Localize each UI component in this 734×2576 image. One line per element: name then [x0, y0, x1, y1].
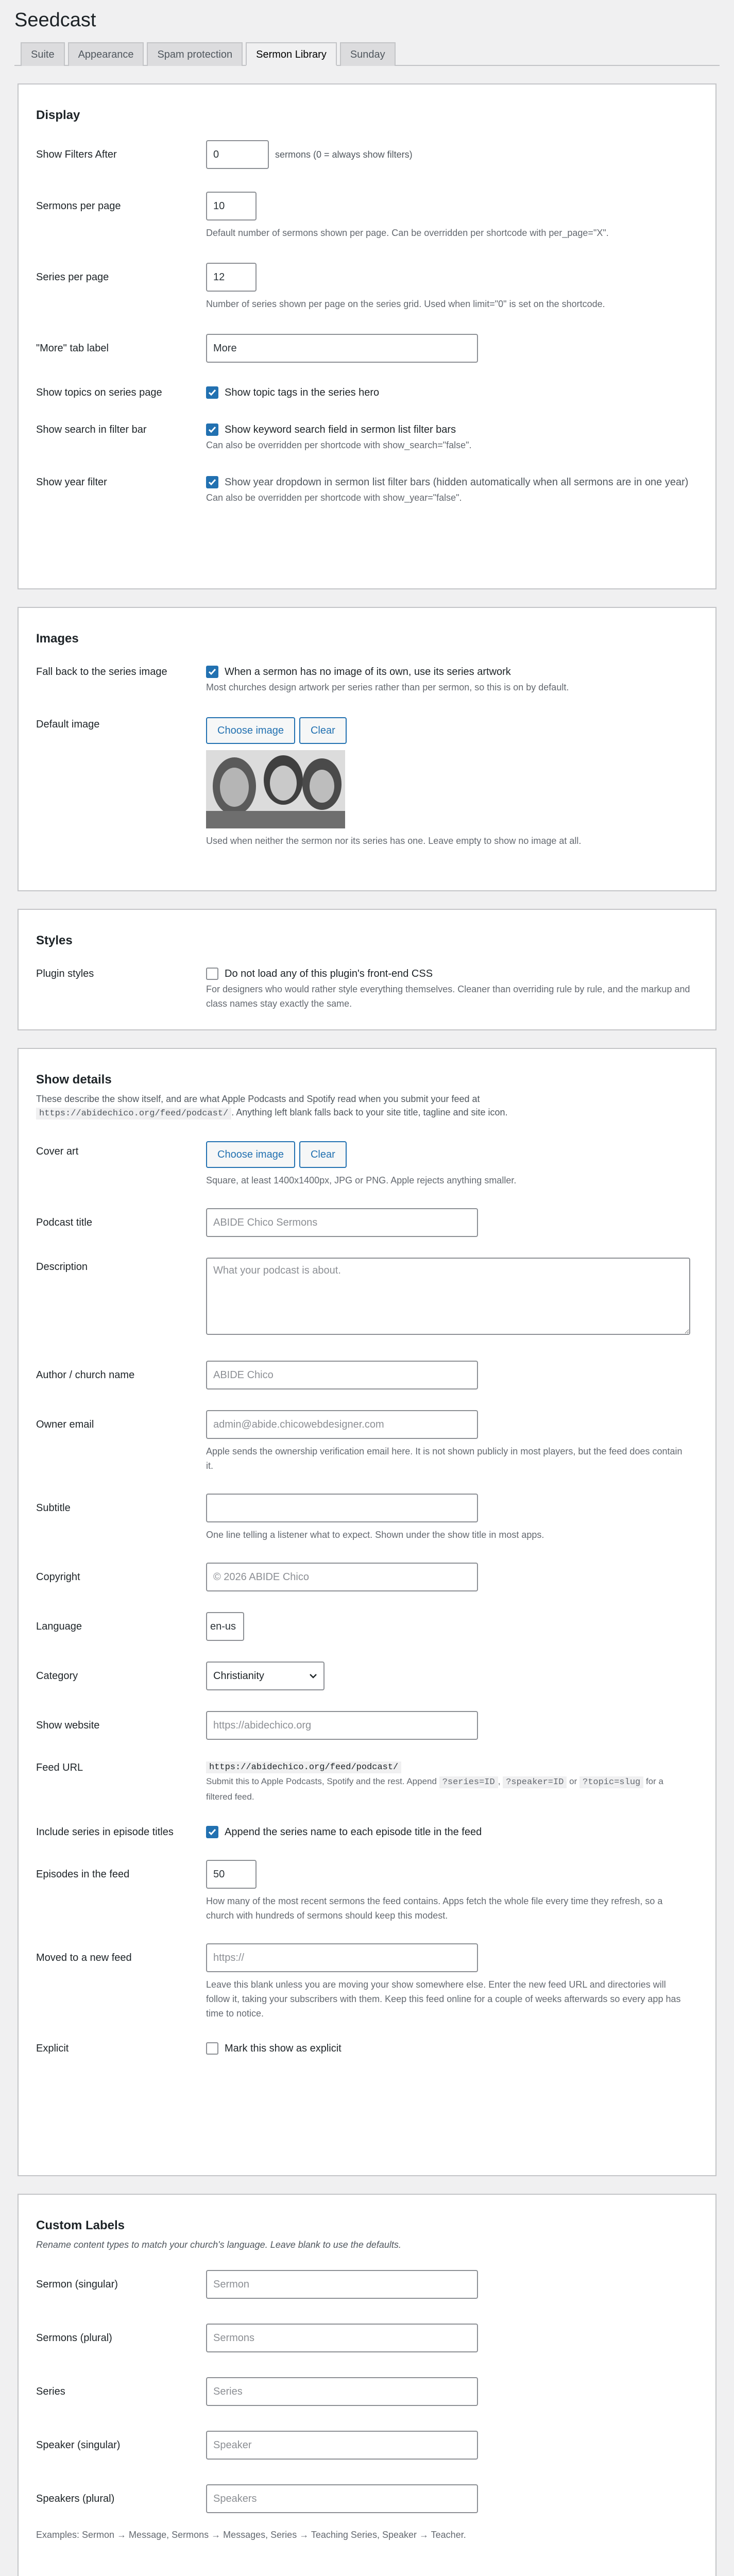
feed-url-topic-param: ?topic=slug [579, 1776, 643, 1788]
category-select[interactable] [206, 1662, 325, 1690]
label-speaker-singular-label: Speaker (singular) [36, 2439, 121, 2451]
fallback-row [36, 665, 698, 694]
show-year-checkbox[interactable] [206, 476, 218, 488]
show-topics-checkbox[interactable] [206, 386, 218, 399]
moved-row [36, 1943, 698, 2021]
website-label: Show website [36, 1720, 100, 1731]
include-series-option[interactable] [206, 1825, 698, 1839]
explicit-option[interactable] [206, 2041, 698, 2056]
default-image-label: Default image [36, 719, 100, 730]
podcast-title-input[interactable] [206, 1208, 478, 1237]
copyright-label: Copyright [36, 1571, 80, 1583]
feed-url-series-param: ?series=ID [439, 1776, 498, 1788]
show-filters-after-row [36, 140, 698, 169]
show-details-heading: Show details [36, 1073, 112, 1087]
show-details-desc-text: These describe the show itself, and are what Apple Podcasts and Spotify read when you submit your feed at [36, 1094, 480, 1104]
sermons-per-page-label: Sermons per page [36, 200, 121, 212]
show-search-desc: Can also be overridden per shortcode with show_search="false". [206, 440, 472, 450]
tab-suite[interactable]: Suite [21, 42, 65, 66]
sermons-per-page-row [36, 192, 698, 240]
chevron-down-icon [309, 1673, 317, 1679]
show-topics-row [36, 385, 698, 400]
more-tab-label: "More" tab label [36, 343, 109, 354]
podcast-title-label: Podcast title [36, 1217, 92, 1228]
label-sermon-singular-label: Sermon (singular) [36, 2279, 118, 2290]
explicit-label: Explicit [36, 2043, 69, 2054]
show-filters-after-label: Show Filters After [36, 149, 117, 160]
sermons-per-page-input[interactable] [206, 192, 257, 221]
display-section [18, 83, 716, 589]
show-details-desc [36, 1092, 698, 1121]
show-year-label: Show year filter [36, 477, 107, 488]
description-textarea[interactable] [206, 1258, 690, 1335]
tab-appearance[interactable]: Appearance [68, 42, 144, 66]
plugin-styles-checkbox[interactable] [206, 968, 218, 980]
label-speakers-plural-label: Speakers (plural) [36, 2493, 115, 2504]
label-sermon-singular-row [36, 2270, 698, 2299]
cover-art-label: Cover art [36, 1146, 79, 1157]
owner-email-input[interactable] [206, 1410, 478, 1439]
clear-cover-art-button[interactable]: Clear [299, 1141, 347, 1168]
episodes-desc: How many of the most recent sermons the feed contains. Apps fetch the whole file every time they refresh, so a church with hundreds of sermons should keep this modest. [206, 1896, 663, 1921]
custom-labels-desc: Rename content types to match your church's language. Leave blank to use the defaults. [36, 2240, 401, 2250]
copyright-row [36, 1563, 698, 1591]
website-input[interactable] [206, 1711, 478, 1740]
clear-default-image-button[interactable]: Clear [299, 717, 347, 744]
show-topics-text: Show topic tags in the series hero [225, 387, 380, 398]
label-speakers-plural-input[interactable] [206, 2484, 478, 2513]
cover-art-row [36, 1141, 698, 1188]
episodes-input[interactable] [206, 1860, 257, 1889]
more-tab-input[interactable] [206, 334, 478, 363]
series-per-page-row [36, 263, 698, 311]
label-sermons-plural-row [36, 2324, 698, 2352]
label-sermons-plural-input[interactable] [206, 2324, 478, 2352]
language-row [36, 1612, 698, 1641]
label-speaker-singular-row [36, 2431, 698, 2460]
show-filters-after-input[interactable] [206, 140, 269, 169]
description-row [36, 1258, 698, 1338]
plugin-styles-option[interactable] [206, 967, 698, 981]
website-row [36, 1711, 698, 1740]
feed-url-label: Feed URL [36, 1762, 83, 1773]
fallback-checkbox[interactable] [206, 666, 218, 678]
owner-email-label: Owner email [36, 1419, 94, 1430]
label-speaker-singular-input[interactable] [206, 2431, 478, 2460]
custom-labels-examples: Examples: Sermon → Message, Sermons → Messages, Series → Teaching Series, Speaker → Teacher. [36, 2530, 466, 2540]
default-image-desc: Used when neither the sermon nor its series has one. Leave empty to show no image at all. [206, 836, 582, 846]
images-section [18, 607, 716, 891]
explicit-row [36, 2041, 698, 2056]
choose-cover-art-button[interactable]: Choose image [206, 1141, 295, 1168]
feed-url-speaker-param: ?speaker=ID [503, 1776, 567, 1788]
fallback-option[interactable] [206, 665, 698, 679]
copyright-input[interactable] [206, 1563, 478, 1591]
author-row [36, 1361, 698, 1389]
styles-heading: Styles [36, 934, 73, 947]
show-filters-after-note: sermons (0 = always show filters) [275, 149, 413, 160]
tab-sermon-library[interactable]: Sermon Library [246, 42, 337, 66]
default-image-row [36, 717, 698, 848]
settings-tabs [14, 42, 720, 66]
series-per-page-input[interactable] [206, 263, 257, 292]
show-details-feed-code: https://abidechico.org/feed/podcast/ [36, 1108, 231, 1120]
label-sermon-singular-input[interactable] [206, 2270, 478, 2299]
episodes-label: Episodes in the feed [36, 1869, 130, 1880]
show-topics-option[interactable] [206, 385, 698, 400]
series-per-page-label: Series per page [36, 272, 109, 283]
fallback-label: Fall back to the series image [36, 666, 167, 677]
feed-url-or: or [569, 1776, 577, 1786]
category-select-value: Christianity [213, 1670, 264, 1682]
fallback-text: When a sermon has no image of its own, use its series artwork [225, 666, 511, 677]
fallback-desc: Most churches design artwork per series rather than per sermon, so this is on by default. [206, 682, 569, 692]
author-input[interactable] [206, 1361, 478, 1389]
label-speakers-plural-row [36, 2484, 698, 2513]
feed-url-row [36, 1760, 698, 1804]
show-year-row [36, 475, 698, 505]
subtitle-input[interactable] [206, 1494, 478, 1522]
plugin-styles-row [36, 967, 698, 1011]
subtitle-label: Subtitle [36, 1502, 71, 1514]
show-search-text: Show keyword search field in sermon list filter bars [225, 424, 456, 435]
podcast-title-row [36, 1208, 698, 1237]
include-series-text: Append the series name to each episode title in the feed [225, 1826, 482, 1838]
series-per-page-desc: Number of series shown per page on the series grid. Used when limit="0" is set on the shortcode. [206, 299, 605, 309]
styles-section [18, 909, 716, 1030]
label-sermons-plural-label: Sermons (plural) [36, 2332, 112, 2344]
category-label: Category [36, 1670, 78, 1682]
plugin-styles-desc: For designers who would rather style everything themselves. Cleaner than overriding rule by rule, and the markup and class names stay exactly the same. [206, 984, 690, 1009]
custom-labels-heading: Custom Labels [36, 2218, 125, 2232]
show-details-desc-tail: . Anything left blank falls back to your site title, tagline and site icon. [231, 1107, 508, 1117]
explicit-text: Mark this show as explicit [225, 2043, 342, 2054]
include-series-label: Include series in episode titles [36, 1826, 174, 1838]
plugin-styles-label: Plugin styles [36, 968, 94, 979]
author-label: Author / church name [36, 1369, 135, 1381]
include-series-row [36, 1825, 698, 1839]
moved-label: Moved to a new feed [36, 1952, 132, 1963]
tab-spam-protection[interactable]: Spam protection [147, 42, 243, 66]
moved-input[interactable] [206, 1943, 478, 1972]
default-image-preview [206, 750, 345, 828]
label-series-input[interactable] [206, 2377, 478, 2406]
label-series-row [36, 2377, 698, 2406]
feed-url-desc-tail: for a filtered feed. [206, 1776, 663, 1802]
cover-art-desc: Square, at least 1400x1400px, JPG or PNG. Apple rejects anything smaller. [206, 1175, 517, 1185]
show-year-option[interactable] [206, 475, 698, 489]
show-search-option[interactable] [206, 422, 698, 437]
owner-email-row [36, 1410, 698, 1473]
include-series-checkbox[interactable] [206, 1826, 218, 1838]
description-label: Description [36, 1261, 88, 1273]
show-search-row [36, 422, 698, 452]
page-title: Seedcast [14, 9, 96, 31]
episodes-row [36, 1860, 698, 1923]
display-heading: Display [36, 108, 80, 122]
images-heading: Images [36, 632, 79, 646]
language-input[interactable] [206, 1612, 244, 1641]
tab-sunday[interactable]: Sunday [340, 42, 396, 66]
more-tab-row [36, 334, 698, 363]
show-year-text: Show year dropdown in sermon list filter bars (hidden automatically when all sermons are in one year) [225, 477, 689, 488]
subtitle-desc: One line telling a listener what to expect. Shown under the show title in most apps. [206, 1530, 544, 1540]
feed-url-value[interactable]: https://abidechico.org/feed/podcast/ [206, 1761, 401, 1773]
category-row [36, 1662, 698, 1690]
language-label: Language [36, 1621, 82, 1632]
feed-url-sep: , [498, 1776, 501, 1786]
show-search-checkbox[interactable] [206, 423, 218, 436]
label-series-label: Series [36, 2386, 65, 2397]
show-details-section [18, 1048, 716, 2176]
moved-desc: Leave this blank unless you are moving your show somewhere else. Enter the new feed URL and directories will follow it, taking your subscribers with them. Keep this feed online for a couple of weeks afterwards so every app has time to notice. [206, 1979, 681, 2019]
owner-email-desc: Apple sends the ownership verification email here. It is not shown publicly in most players, but the feed does contain it. [206, 1446, 682, 1471]
feed-url-desc-text: Submit this to Apple Podcasts, Spotify and the rest. Append [206, 1776, 437, 1786]
subtitle-row [36, 1494, 698, 1542]
show-year-desc: Can also be overridden per shortcode with show_year="false". [206, 493, 462, 503]
custom-labels-section [18, 2194, 716, 2576]
sermons-per-page-desc: Default number of sermons shown per page. Can be overridden per shortcode with per_page="X". [206, 228, 609, 238]
plugin-styles-text: Do not load any of this plugin's front-end CSS [225, 968, 433, 979]
show-topics-label: Show topics on series page [36, 387, 162, 398]
explicit-checkbox[interactable] [206, 2042, 218, 2055]
choose-default-image-button[interactable]: Choose image [206, 717, 295, 744]
feed-url-desc [206, 1774, 690, 1804]
show-search-label: Show search in filter bar [36, 424, 147, 435]
